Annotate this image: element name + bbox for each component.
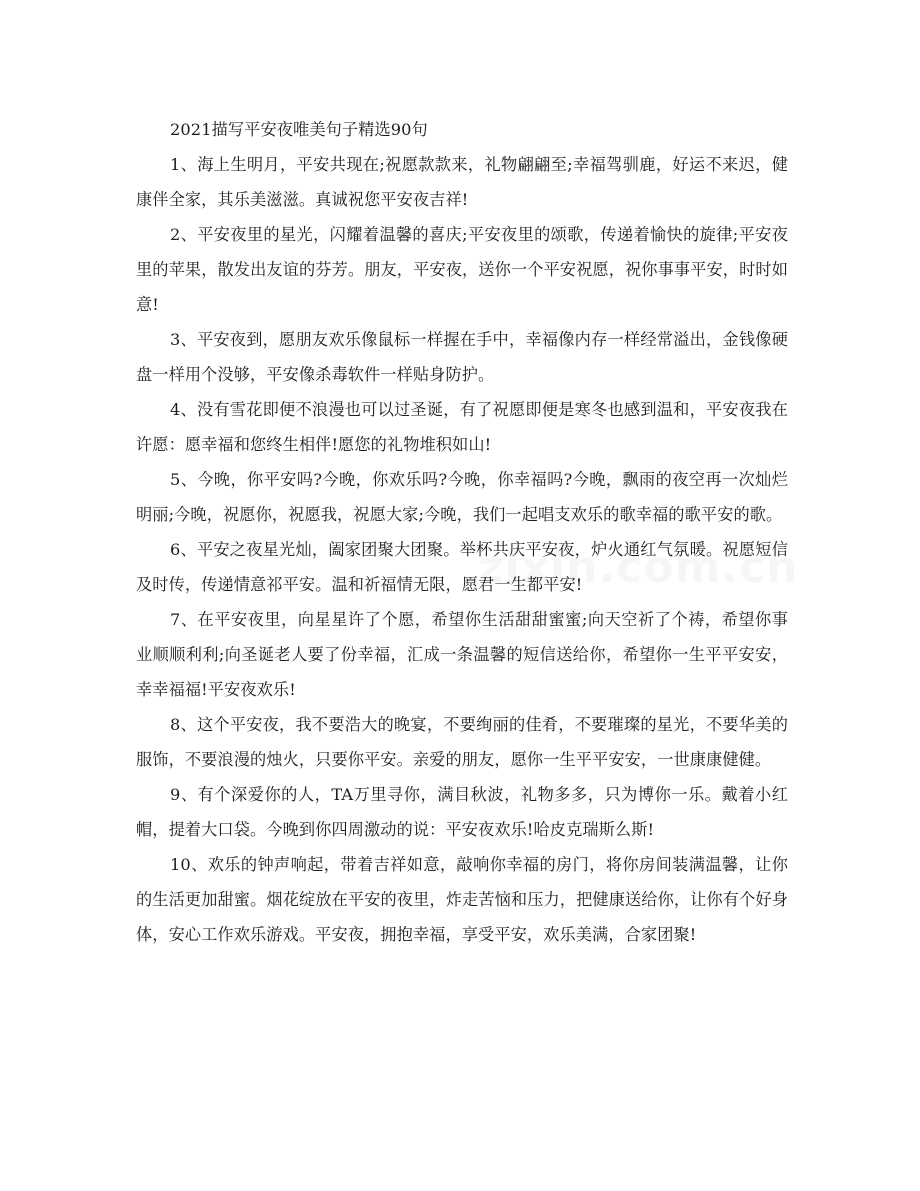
paragraph-4: 4、没有雪花即便不浪漫也可以过圣诞，有了祝愿即便是寒冬也感到温和，平安夜我在许愿：愿幸福和您终生相伴!愿您的礼物堆积如山! xyxy=(136,400,788,454)
document-body xyxy=(136,112,788,952)
paragraph-5: 5、今晚，你平安吗?今晚，你欢乐吗?今晚，你幸福吗?今晚，飘雨的夜空再一次灿烂明丽;今晚，祝愿你，祝愿我，祝愿大家;今晚，我们一起唱支欢乐的歌幸福的歌平安的歌。 xyxy=(136,470,788,524)
paragraph-10: 10、欢乐的钟声响起，带着吉祥如意，敲响你幸福的房门，将你房间装满温馨，让你的生活更加甜蜜。烟花绽放在平安的夜里，炸走苦恼和压力，把健康送给你，让你有个好身体，安心工作欢乐游戏。平安夜，拥抱幸福，享受平安，欢乐美满，合家团聚! xyxy=(136,855,788,944)
document-title: 2021描写平安夜唯美句子精选90句 xyxy=(170,120,428,139)
paragraph-2: 2、平安夜里的星光，闪耀着温馨的喜庆;平安夜里的颂歌，传递着愉快的旋律;平安夜里的苹果，散发出友谊的芬芳。朋友，平安夜，送你一个平安祝愿，祝你事事平安，时时如意! xyxy=(136,225,788,314)
paragraph-3: 3、平安夜到，愿朋友欢乐像鼠标一样握在手中，幸福像内存一样经常溢出，金钱像硬盘一样用个没够，平安像杀毒软件一样贴身防护。 xyxy=(136,330,788,384)
paragraph-7: 7、在平安夜里，向星星许了个愿，希望你生活甜甜蜜蜜;向天空祈了个祷，希望你事业顺顺利利;向圣诞老人要了份幸福，汇成一条温馨的短信送给你，希望你一生平平安安，幸幸福福!平安夜欢乐! xyxy=(136,610,788,699)
paragraph-9: 9、有个深爱你的人，TA万里寻你，满目秋波，礼物多多，只为博你一乐。戴着小红帽，提着大口袋。今晚到你四周激动的说：平安夜欢乐!哈皮克瑞斯么斯! xyxy=(136,785,788,839)
paragraph-6: 6、平安之夜星光灿，阖家团聚大团聚。举杯共庆平安夜，炉火通红气氛暖。祝愿短信及时传，传递情意祁平安。温和祈福情无限，愿君一生都平安! xyxy=(136,540,788,594)
paragraph-1: 1、海上生明月，平安共现在;祝愿款款来，礼物翩翩至;幸福驾驯鹿，好运不来迟，健康伴全家，其乐美滋滋。真诚祝您平安夜吉祥! xyxy=(136,155,788,209)
paragraph-8: 8、这个平安夜，我不要浩大的晚宴，不要绚丽的佳肴，不要璀璨的星光，不要华美的服饰，不要浪漫的烛火，只要你平安。亲爱的朋友，愿你一生平平安安，一世康康健健。 xyxy=(136,715,788,769)
